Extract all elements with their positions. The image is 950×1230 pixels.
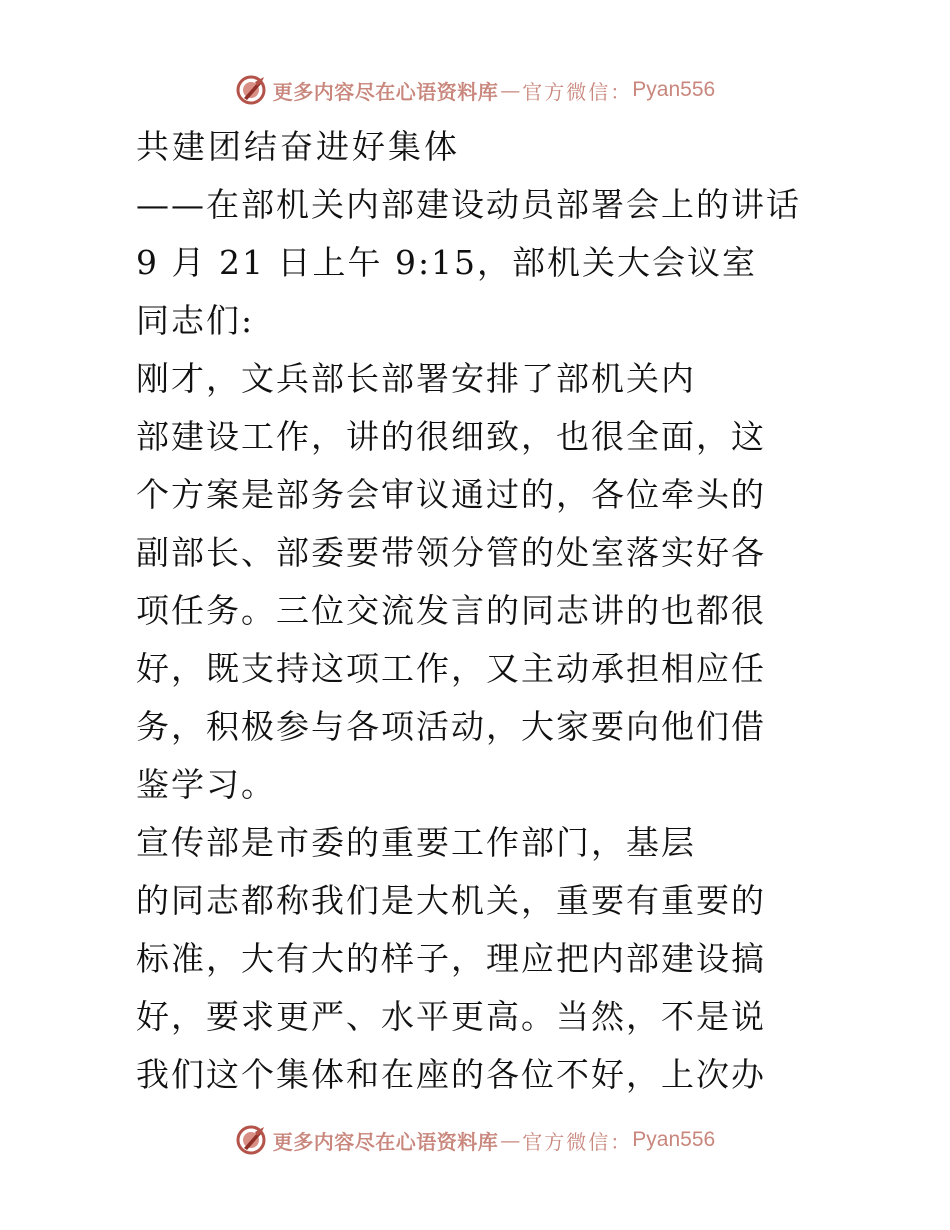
watermark-wechat-id: Pyan556 [632,78,716,101]
quill-seal-icon [235,1124,267,1156]
watermark-brand-text: 更多内容尽在心语资料库 [272,1129,499,1154]
watermark-official-label: 官方微信： [522,1129,633,1154]
paragraph-2 [136,814,816,1104]
paragraph-line: 好，要求更严、水平更高。当然，不是说 [136,997,766,1036]
paragraph-line: 鉴学习。 [136,765,276,804]
paragraph-1 [136,350,816,814]
watermark-wechat-id: Pyan556 [632,1128,716,1151]
footer-watermark [0,1118,950,1162]
document-title: 共建团结奋进好集体 [136,127,460,166]
watermark-separator: — [500,78,521,102]
paragraph-line: 项任务。三位交流发言的同志讲的也都很 [136,591,766,630]
document-body [136,118,816,1104]
header-watermark [0,68,950,112]
document-datetime-place: 9 月 21 日上午 9:15，部机关大会议室 [136,243,758,282]
quill-seal-icon [235,74,267,106]
watermark-brand-text: 更多内容尽在心语资料库 [272,79,499,104]
paragraph-line: 标准，大有大的样子，理应把内部建设搞 [136,939,766,978]
watermark-official-label: 官方微信： [522,79,633,104]
paragraph-line: 部建设工作，讲的很细致，也很全面，这 [136,417,766,456]
document-subtitle: ——在部机关内部建设动员部署会上的讲话 [136,185,801,224]
paragraph-line: 宣传部是市委的重要工作部门，基层 [136,823,696,862]
paragraph-line: 务，积极参与各项活动，大家要向他们借 [136,707,766,746]
paragraph-line: 我们这个集体和在座的各位不好，上次办 [136,1055,766,1094]
paragraph-line: 好，既支持这项工作，又主动承担相应任 [136,649,766,688]
paragraph-line: 个方案是部务会审议通过的，各位牵头的 [136,475,766,514]
watermark-separator: — [500,1128,521,1152]
paragraph-line: 刚才，文兵部长部署安排了部机关内 [136,359,696,398]
document-salutation: 同志们: [136,301,255,340]
paragraph-line: 副部长、部委要带领分管的处室落实好各 [136,533,766,572]
paragraph-line: 的同志都称我们是大机关，重要有重要的 [136,881,766,920]
